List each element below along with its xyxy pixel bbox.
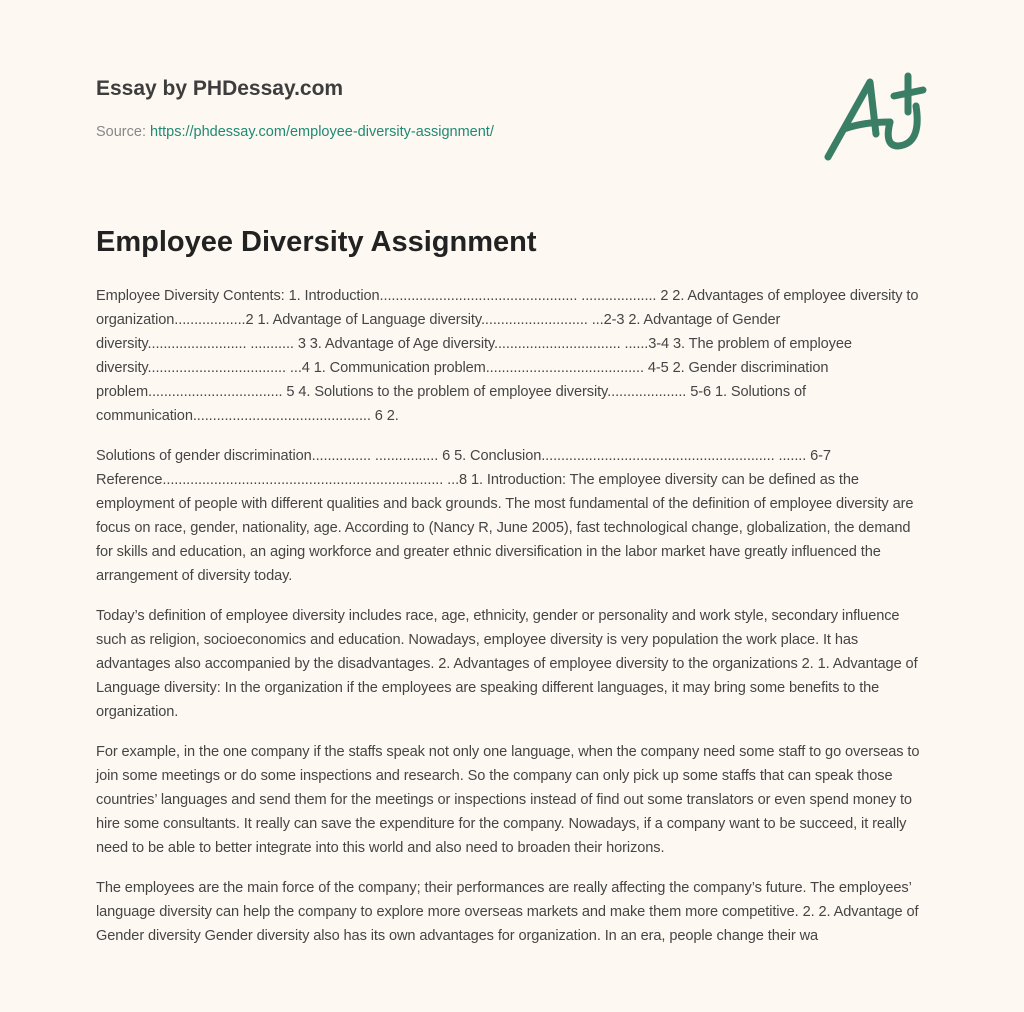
page-title: Employee Diversity Assignment [96, 226, 537, 258]
logo-plus-horizontal [894, 90, 923, 96]
essay-body [96, 284, 926, 964]
paragraph: For example, in the one company if the staffs speak not only one language, when the company need some staff to go overseas to join some meetings or do some inspections and research. So the company can only pick up some staffs that can speak those countries’ languages and send them for the meetings or inspections instead of find out some translators or even spend money to hire some consultants. It really can save the expenditure for the company. Nowadays, if a company want to be succeed, it really need to be able to better integrate into this world and also need to broaden their horizons. [96, 744, 920, 856]
source-link[interactable]: https://phdessay.com/employee-diversity-assignment/ [150, 124, 494, 140]
source-label: Source: [96, 124, 146, 140]
logo-a-stroke [828, 82, 876, 157]
site-brand: Essay by PHDessay.com [96, 77, 344, 100]
paragraph: Solutions of gender discrimination............... ................ 6 5. Conclusion........................................................... ....... 6-7 Reference....................................................................... ...8 1. Introduction: The employee diversity can be defined as the employment of people with different qualities and back grounds. The most fundamental of the definition of employee diversity are focus on race, gender, nationality, age. According to (Nancy R, June 2005), fast technological change, globalization, the demand for skills and education, an aging workforce and greater ethnic diversification in the labor market have greatly influenced the arrangement of diversity today. [96, 448, 914, 584]
paragraph: Today’s definition of employee diversity includes race, age, ethnicity, gender or personality and work style, secondary influence such as religion, socioeconomics and education. Nowadays, employee diversity is very population the work place. It has advantages also accompanied by the disadvantages. 2. Advantages of employee diversity to the organizations 2. 1. Advantage of Language diversity: In the organization if the employees are speaking different languages, it may bring some benefits to the organization. [96, 608, 918, 720]
logo-u-stroke [888, 106, 917, 146]
source-line [96, 124, 494, 140]
paragraph: Employee Diversity Contents: 1. Introduction.................................................. ................... 2 2. Advantages of employee diversity to organization..................2 1. Advantage of Language diversity........................... ...2-3 2. Advantage of Gender diversity......................... ........... 3 3. Advantage of Age diversity................................ ......3-4 3. The problem of employee diversity................................... ...4 1. Communication problem........................................ 4-5 2. Gender discrimination problem.................................. 5 4. Solutions to the problem of employee diversity.................... 5-6 1. Solutions of communication............................................. 6 2. [96, 288, 919, 424]
paragraph: The employees are the main force of the company; their performances are really affecting the company’s future. The employees’ language diversity can help the company to explore more overseas markets and make them more competitive. 2. 2. Advantage of Gender diversity Gender diversity also has its own advantages for organization. In an era, people change their wa [96, 880, 919, 944]
a-plus-logo-icon [818, 64, 933, 169]
